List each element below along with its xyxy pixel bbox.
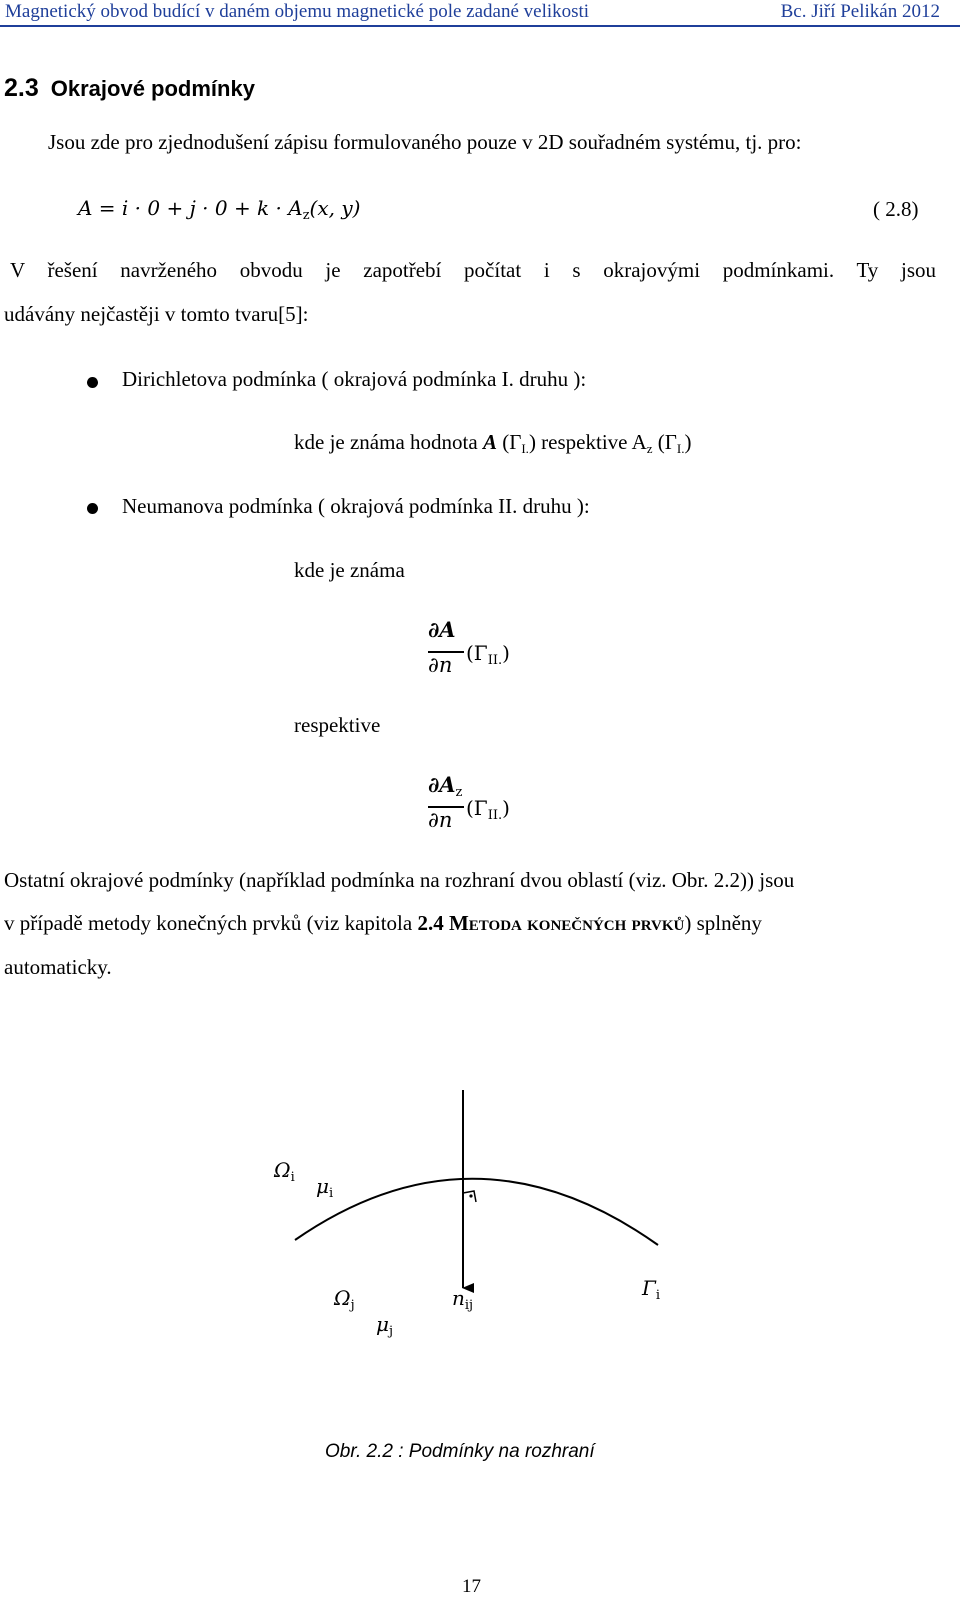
header-rule [0,25,960,27]
frac2-argument [466,796,510,823]
dirichlet-detail [294,430,692,457]
figure-caption: Obr. 2.2 : Podmínky na rozhraní [325,1441,595,1462]
equation-body: A = i · 0 + j · 0 + k · A [78,196,303,220]
section-heading [4,74,255,103]
intro-text: Jsou zde pro zjednodušení zápisu formulovaného pouze v 2D souřadném systému, tj. pro: [48,130,802,154]
mu-i-symbol: μ [316,1174,329,1198]
label-n-ij [452,1286,473,1313]
omega-i-sub: i [290,1170,295,1185]
detail-gamma-2: (Γ [652,430,677,454]
equation-2-8 [78,196,360,223]
mu-i-sub: i [329,1186,334,1201]
right-angle-dot [469,1194,472,1197]
frac2-denominator: ∂n [428,808,453,832]
frac1-denominator: ∂n [428,653,453,677]
frac2-close: ) [502,796,510,820]
gamma-i-sub: i [655,1288,661,1303]
frac1-gamma-sub: II. [487,653,503,668]
label-omega-i [274,1158,295,1185]
equation-tail: (x, y) [309,196,361,220]
neumann-respektive: respektive [294,713,381,737]
para2-line3: automaticky. [4,955,112,979]
page-number: 17 [462,1576,481,1597]
label-mu-i [316,1174,333,1201]
label-mu-j [376,1312,393,1339]
neumann-known: kde je známa [294,558,405,582]
frac1-argument [466,641,510,668]
frac2-gamma-sub: II. [487,808,503,823]
para2-text-a: v případě metody konečných prvků (viz kapitola [4,911,418,935]
para1-line2: udávány nejčastěji v tomto tvaru[5]: [4,302,309,326]
detail-respektive: ) respektive A [528,430,647,454]
detail-gamma-sub: I. [521,441,529,456]
interface-figure [250,1090,700,1430]
frac2-numerator: ∂A [428,772,456,797]
frac1-numerator: ∂A [428,617,456,642]
figure-diagram [250,1090,700,1430]
para2-line1: Ostatní okrajové podmínky (například podmínka na rozhraní dvou oblastí (viz. Obr. 2.2)) jsou [4,868,795,892]
omega-i-symbol: Ω [274,1158,291,1182]
gamma-i-symbol: Γ [642,1276,656,1300]
frac1-close: ) [502,641,510,665]
frac1-gamma: (Γ [466,641,488,665]
label-gamma-i [642,1276,660,1303]
omega-j-sub: j [350,1298,355,1313]
bullet-dot [87,377,98,388]
bullet-dot [87,503,98,514]
n-ij-sub: ij [464,1298,474,1313]
n-ij-symbol: n [452,1286,465,1310]
detail-az-sub: z [646,441,653,456]
frac2-numerator-sub: z [455,785,463,800]
bullet-neumann: Neumanova podmínka ( okrajová podmínka II. druhu ): [122,494,590,518]
para2-text-c: ) splněny [684,911,762,935]
header-title: Magnetický obvod budící v daném objemu magnetické pole zadané velikosti [5,1,590,22]
header-author: Bc. Jiří Pelikán 2012 [780,1,940,22]
mu-j-sub: j [389,1324,394,1339]
page-header [0,0,960,26]
equation-number: ( 2.8) [873,197,919,221]
detail-close: ) [684,430,692,454]
section-title: Okrajové podmínky [50,76,255,101]
omega-j-symbol: Ω [334,1286,351,1310]
detail-vector-a: A [482,430,497,454]
equation-sub: z [302,208,310,223]
detail-text: kde je známa hodnota [294,430,483,454]
mu-j-symbol: μ [376,1312,389,1336]
label-omega-j [334,1286,355,1313]
para2-line2 [4,911,762,936]
frac2-gamma: (Γ [466,796,488,820]
section-number: 2.3 [4,74,39,102]
para1-line1: V řešení navrženého obvodu je zapotřebí počítat i s okrajovými podmínkami. Ty jsou [10,258,936,282]
chapter-reference: 2.4 Metoda konečných prvků [417,911,685,935]
bullet-dirichlet: Dirichletova podmínka ( okrajová podmínka I. druhu ): [122,367,587,391]
detail-gamma: (Γ [496,430,522,454]
detail-gamma-2-sub: I. [676,441,685,456]
interface-curve-gamma-i [295,1179,658,1245]
